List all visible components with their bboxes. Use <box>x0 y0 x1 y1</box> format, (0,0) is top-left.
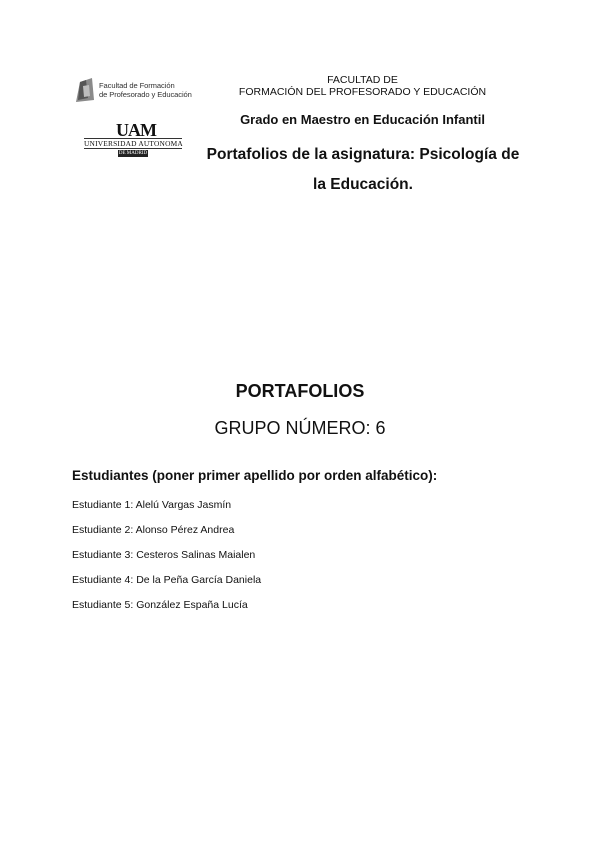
page-title: PORTAFOLIOS <box>235 381 365 401</box>
student-item: Estudiante 2: Alonso Pérez Andrea <box>72 524 235 536</box>
portfolio-subject-title: Portafolios de la asignatura: Psicología de la Educación. <box>206 146 520 193</box>
students-list <box>72 498 261 623</box>
student-item: Estudiante 3: Cesteros Salinas Maialen <box>72 549 256 561</box>
uam-city: DE MADRID <box>118 151 148 156</box>
degree-title: Grado en Maestro en Educación Infantil <box>240 112 485 127</box>
faculty-name-line1: FACULTAD DE <box>327 74 398 86</box>
faculty-logo-text: Facultad de Formación de Profesorado y Educación <box>99 81 192 99</box>
student-item: Estudiante 1: Alelú Vargas Jasmín <box>72 499 232 511</box>
uam-logo <box>84 120 184 160</box>
group-number: GRUPO NÚMERO: 6 <box>214 418 386 438</box>
uam-monogram: UAM <box>116 120 156 140</box>
students-heading: Estudiantes (poner primer apellido por orden alfabético): <box>72 468 438 483</box>
faculty-name-line2: FORMACIÓN DEL PROFESORADO Y EDUCACIÓN <box>238 86 487 98</box>
faculty-logo <box>74 74 194 106</box>
student-item: Estudiante 5: González España Lucía <box>72 599 248 611</box>
uam-university-name: UNIVERSIDAD AUTONOMA <box>84 139 183 148</box>
faculty-emblem-icon <box>74 76 96 104</box>
student-item: Estudiante 4: De la Peña García Daniela <box>72 574 262 586</box>
